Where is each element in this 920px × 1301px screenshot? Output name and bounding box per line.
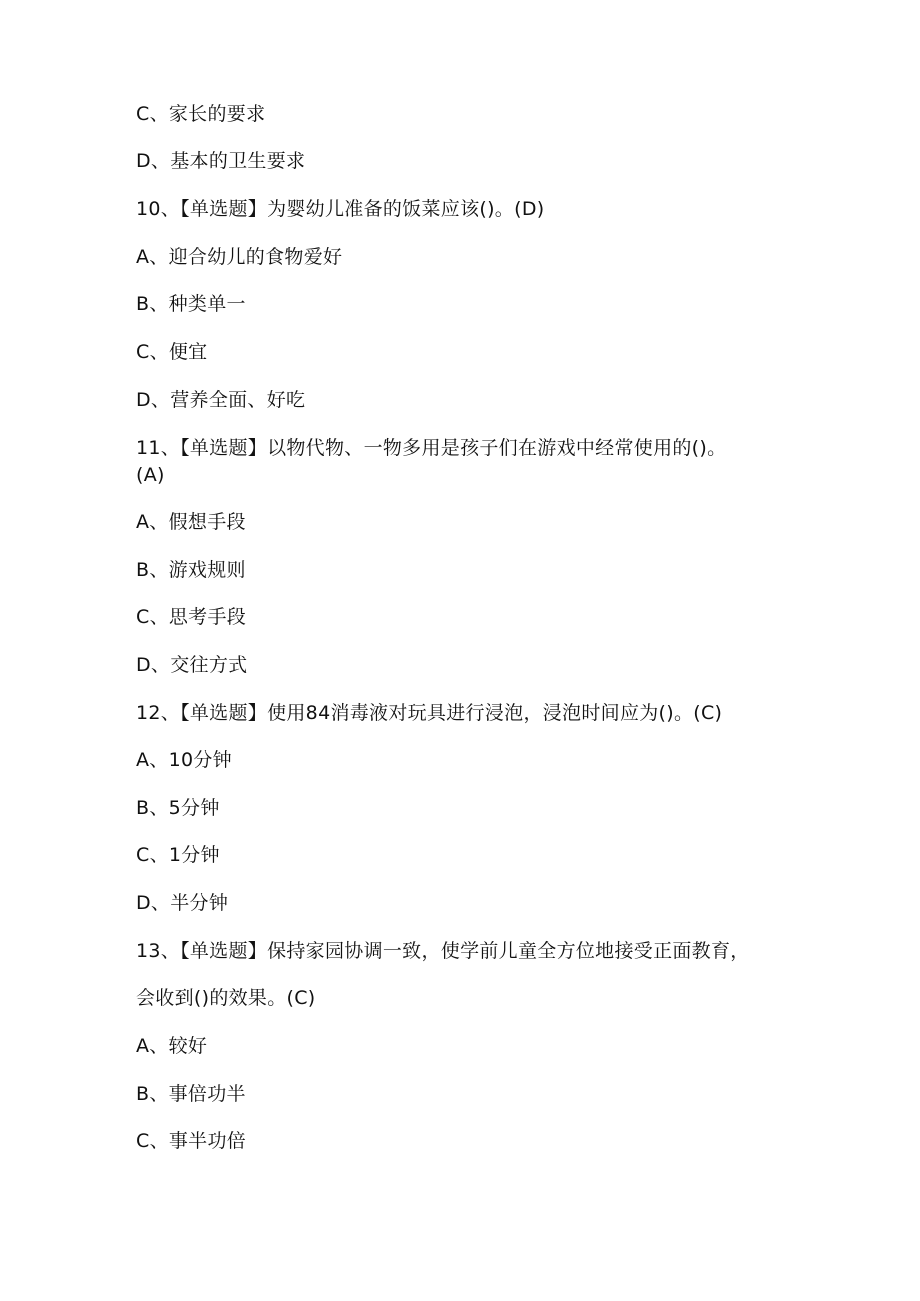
option-a-q13: A、较好 xyxy=(136,1035,208,1057)
option-a-q10: A、迎合幼儿的食物爱好 xyxy=(136,246,343,268)
question-10: 10、【单选题】为婴幼儿准备的饭菜应该()。(D) xyxy=(136,198,545,220)
option-c-q9: C、家长的要求 xyxy=(136,103,266,125)
question-11-answer: (A) xyxy=(136,464,165,486)
option-b-q12: B、5分钟 xyxy=(136,797,220,819)
option-c-q12: C、1分钟 xyxy=(136,844,220,866)
question-11: 11、【单选题】以物代物、一物多用是孩子们在游戏中经常使用的()。 xyxy=(136,437,727,459)
option-c-q11: C、思考手段 xyxy=(136,606,247,628)
question-13: 13、【单选题】保持家园协调一致，使学前儿童全方位地接受正面教育， xyxy=(136,940,750,962)
option-b-q10: B、种类单一 xyxy=(136,293,246,315)
option-d-q12: D、半分钟 xyxy=(136,892,229,914)
option-d-q10: D、营养全面、好吃 xyxy=(136,389,306,411)
option-a-q12: A、10分钟 xyxy=(136,749,232,771)
question-12: 12、【单选题】使用84消毒液对玩具进行浸泡，浸泡时间应为()。(C) xyxy=(136,702,723,724)
option-b-q13: B、事倍功半 xyxy=(136,1083,246,1105)
option-d-q9: D、基本的卫生要求 xyxy=(136,150,306,172)
option-a-q11: A、假想手段 xyxy=(136,511,246,533)
question-13-cont: 会收到()的效果。(C) xyxy=(136,987,316,1009)
option-b-q11: B、游戏规则 xyxy=(136,559,246,581)
option-c-q10: C、便宜 xyxy=(136,341,208,363)
option-c-q13: C、事半功倍 xyxy=(136,1130,247,1152)
option-d-q11: D、交往方式 xyxy=(136,654,248,676)
